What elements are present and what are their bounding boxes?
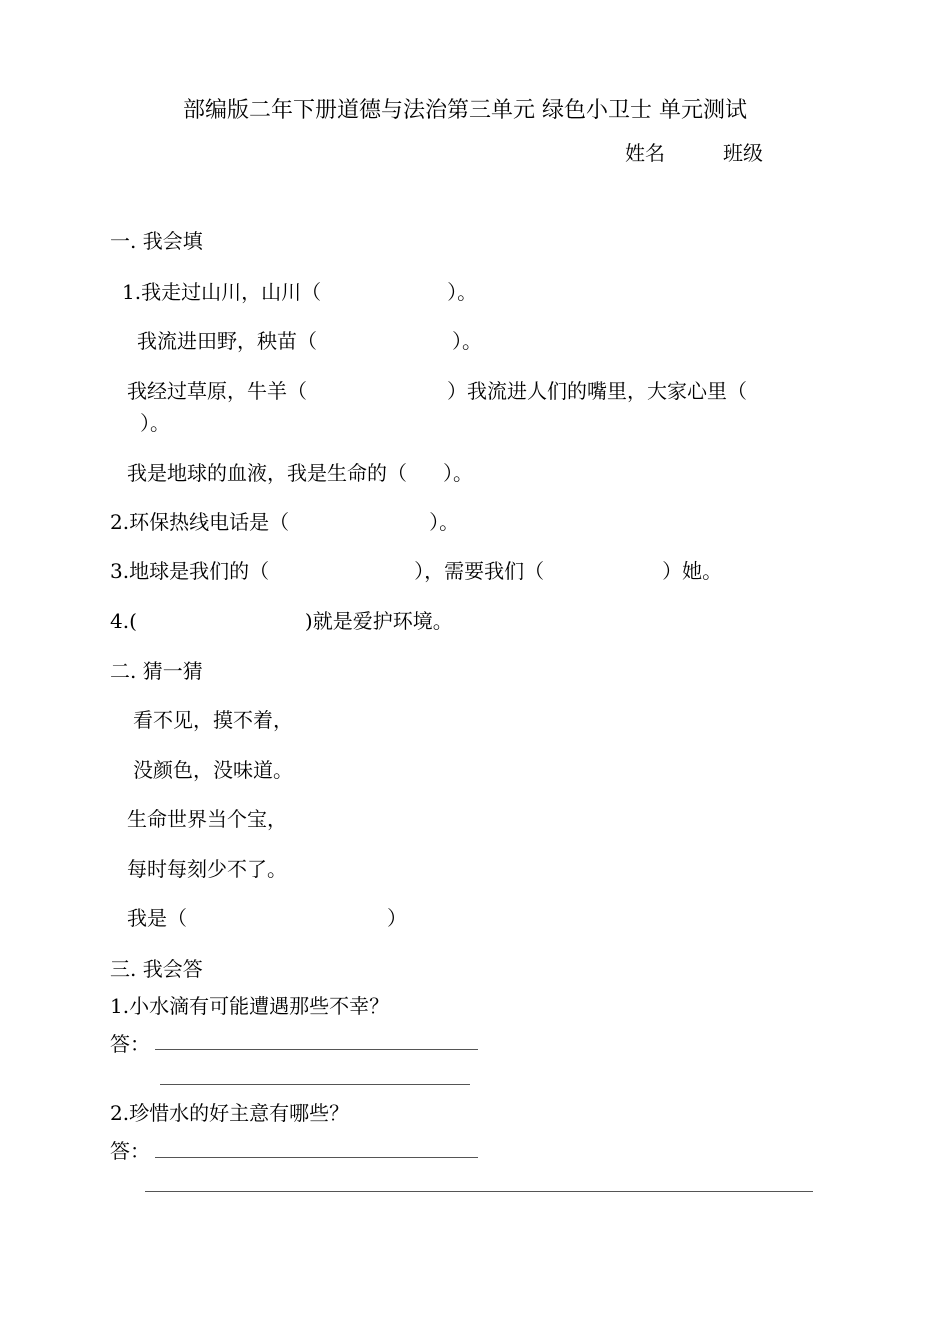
q3-text: 地球是我们的（ [129,559,270,583]
q1-line-3-continued: ）。 [140,411,170,435]
q1-line-1-end: ）。 [447,280,478,304]
question-number: 2. [110,510,130,534]
s3-q1-answer-label: 答： [110,1032,150,1056]
riddle-answer-text: 我是（ [127,906,187,930]
q2-line [110,509,459,535]
section-1-heading: 一. 我会填 [110,229,203,253]
q1-line-2-text: 我流进田野，秧苗（ [137,329,317,353]
question-number: 2. [110,1101,130,1125]
q4-open: ( [129,609,137,633]
question-number: 4. [110,609,130,633]
q1-line-3-mid: ）我流进人们的嘴里，大家心里（ [447,379,747,403]
s3-q2-text: 珍惜水的好主意有哪些？ [129,1101,350,1125]
riddle-line-4: 每时每刻少不了。 [127,857,287,881]
s3-q1-text: 小水滴有可能遭遇那些不幸？ [129,994,390,1018]
q1-line-3-text: 我经过草原，牛羊（ [127,379,307,403]
riddle-answer-end: ） [387,906,407,930]
s3-q2-answer-label: 答： [110,1139,150,1163]
q3-line [110,558,722,584]
q1-line-2 [137,328,482,354]
q1-line-1-text: 我走过山川，山川（ [141,280,322,304]
s3-q2 [110,1100,349,1126]
question-number: 3. [110,559,130,583]
answer-line[interactable] [145,1191,813,1192]
riddle-line-2: 没颜色，没味道。 [133,758,293,782]
q3-end: ）她。 [662,559,723,583]
q3-mid: ），需要我们（ [414,559,545,583]
class-label: 班级 [723,141,763,165]
question-number: 1. [122,280,142,304]
section-3-heading: 三. 我会答 [110,957,203,981]
answer-line[interactable] [155,1157,478,1158]
riddle-answer [127,905,407,931]
q1-line-3 [127,378,747,404]
q4-line [110,608,453,634]
question-number: 1. [110,994,130,1018]
q1-line-4-text: 我是地球的血液，我是生命的（ [127,461,407,485]
q1-line-4-end: ）。 [443,461,473,485]
riddle-line-1: 看不见，摸不着， [133,708,293,732]
page-title: 部编版二年下册道德与法治第三单元 绿色小卫士 单元测试 [183,98,747,123]
q1-line-4 [127,460,473,486]
s3-q1 [110,993,389,1019]
q2-end: ）。 [429,510,460,534]
q2-text: 环保热线电话是（ [129,510,290,534]
q1-line-2-end: ）。 [452,329,482,353]
q1-line-1 [122,279,477,305]
answer-line[interactable] [155,1049,478,1050]
q4-end: )就是爱护环境。 [304,609,453,633]
section-2-heading: 二. 猜一猜 [110,659,203,683]
riddle-line-3: 生命世界当个宝， [127,807,287,831]
name-label: 姓名 [625,141,665,165]
answer-line[interactable] [160,1084,470,1085]
